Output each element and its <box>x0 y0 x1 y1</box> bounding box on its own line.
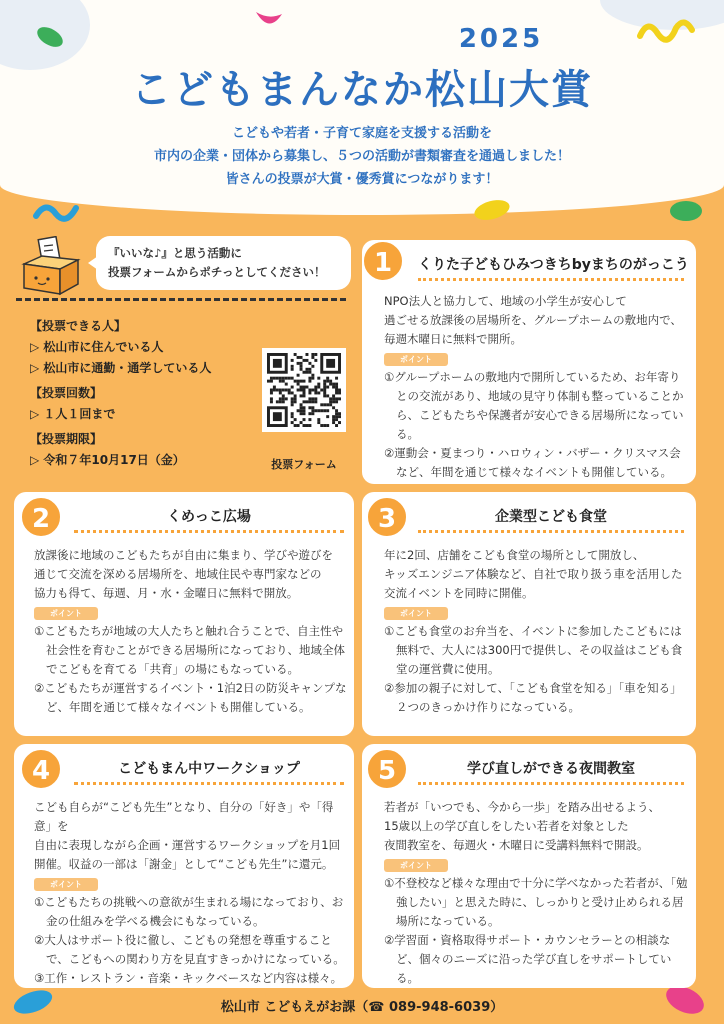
description-line: 自由に表現しながら企画・運営するワークショップを月1回 <box>34 838 341 852</box>
ballot-box-icon <box>20 236 84 296</box>
description-line: 交流イベントを同時に開催。 <box>384 586 534 600</box>
description-line: 過ごせる放課後の居場所を、グループホームの敷地内で、 <box>384 313 682 327</box>
leaf-icon <box>664 196 708 226</box>
point-item: ②運動会・夏まつり・ハロウィン・バザー・クリスマス会など、年間を通じて様々なイベントも開催している。 <box>384 446 681 479</box>
info-heading: 【投票回数】 <box>30 386 103 400</box>
description-line: 夜間教室を、毎週火・木曜日に受講料無料で開設。 <box>384 838 649 852</box>
title-underline <box>74 782 344 785</box>
activity-card-3 <box>362 492 696 736</box>
point-badge: ポイント <box>34 607 98 620</box>
lead-line: 皆さんの投票が大賞・優秀賞につながります！ <box>225 172 499 187</box>
activity-number: 4 <box>20 748 62 790</box>
description-line: キッズエンジニア体験など、自社で取り扱う車を活用した <box>384 567 683 581</box>
activity-description <box>384 798 690 988</box>
info-item: ▷ 松山市に通勤・通学している人 <box>30 361 212 375</box>
point-item: ①グループホームの敷地内で開所しているため、お年寄りとの交流があり、地域の見守り体制も整っていることから、こどもたちや保護者が安心できる居場所になっている。 <box>384 370 684 441</box>
squiggle-icon <box>32 196 88 226</box>
squiggle-icon <box>636 14 696 48</box>
point-badge: ポイント <box>384 353 448 366</box>
point-item: ①こどもたちが地域の大人たちと触れ合うことで、自主性や社会性を育むことができる居場所になっており、地域全体でこどもを育てる「共育」の場にもなっている。 <box>34 624 345 676</box>
lead-line: こどもや若者・子育て家庭を支援する活動を <box>231 126 492 141</box>
info-item: ▷ １人１回まで <box>30 407 116 421</box>
description-line: 開催。収益の一部は「謝金」として“こども先生”に還元。 <box>34 857 334 871</box>
leaf-icon <box>30 22 70 52</box>
point-item: ①こども食堂のお弁当を、イベントに参加したこどもには無料で、大人には300円で提供し、その収益はこども食堂の運営費に使用。 <box>384 624 683 676</box>
activity-title: くりた子どもひみつきちbyまちのがっこう <box>418 257 689 273</box>
activity-title: 企業型こども食堂 <box>495 509 607 525</box>
description-line: 毎週木曜日に無料で開所。 <box>384 332 522 346</box>
activity-card-4 <box>14 744 354 988</box>
point-item: ②こどもたちが運営するイベント・1泊2日の防災キャンプなど、年間を通じて様々なイベントも開催している。 <box>34 681 347 714</box>
activity-number: 2 <box>20 496 62 538</box>
activity-card-2 <box>14 492 354 736</box>
title-underline <box>418 530 684 533</box>
info-heading: 【投票できる人】 <box>30 319 127 333</box>
activity-description <box>34 546 350 717</box>
info-heading: 【投票期限】 <box>30 432 103 446</box>
divider <box>16 298 346 301</box>
activity-title: 学び直しができる夜間教室 <box>467 761 635 777</box>
title-underline <box>74 530 344 533</box>
point-badge: ポイント <box>384 607 448 620</box>
lead-text <box>0 122 724 191</box>
description-line: 15歳以上の学び直しをしたい若者を対象とした <box>384 819 629 833</box>
point-item: ①こどもたちの挑戦への意欲が生まれる場になっており、お金の仕組みを学べる機会にもなっている。 <box>34 895 344 928</box>
title-underline <box>418 782 684 785</box>
qr-label: 投票フォーム <box>271 458 337 471</box>
description-line: 年に2回、店舗をこども食堂の場所として開放し、 <box>384 548 645 562</box>
activity-description <box>34 798 350 988</box>
activity-number: 3 <box>366 496 408 538</box>
activity-card-1 <box>362 240 696 484</box>
description-line: 若者が「いつでも、今から一歩」を踏み出せるよう、 <box>384 800 660 814</box>
lead-line: 市内の企業・団体から募集し、５つの活動が書類審査を通過しました！ <box>153 149 570 164</box>
point-item: ②大人はサポート役に徹し、こどもの発想を尊重することで、こどもへの関わり方を見直すきっかけになっている。 <box>34 933 345 966</box>
footer-contact: 松山市 こどもえがお課（☎ 089-948-6039） <box>220 1000 504 1015</box>
vote-info-section <box>14 232 354 482</box>
leaf-icon <box>252 8 286 34</box>
description-line: 通じて交流を深める居場所を、地域住民や専門家などの <box>34 567 322 581</box>
point-badge: ポイント <box>384 859 448 872</box>
activity-description <box>384 292 690 482</box>
qr-code[interactable] <box>262 348 346 432</box>
title-underline <box>418 278 684 281</box>
info-item: ▷ 松山市に住んでいる人 <box>30 340 164 354</box>
year-label: 2025 <box>458 24 544 54</box>
activity-title: くめっこ広場 <box>167 509 251 525</box>
point-item: ②学習面・資格取得サポート・カウンセラーとの相談など、個々のニーズに沿った学び直しをサポートしている。 <box>384 933 672 985</box>
description-line: 協力も得て、毎週、月・水・金曜日に無料で開放。 <box>34 586 299 600</box>
description-line: NPO法人と協力して、地域の小学生が安心して <box>384 294 627 308</box>
activity-title: こどもまん中ワークショップ <box>118 761 300 777</box>
activity-number: 1 <box>362 240 404 282</box>
activity-number: 5 <box>366 748 408 790</box>
bubble-line: 『いいな♪』と思う活動に <box>108 246 242 260</box>
point-item: ②参加の親子に対して、「こども食堂を知る」「車を知る」２つのきっかけ作りになっている。 <box>384 681 682 714</box>
point-item: ①不登校など様々な理由で十分に学べなかった若者が、「勉強したい」と思えた時に、しっかりと受け止められる居場所になっている。 <box>384 876 688 928</box>
speech-bubble <box>96 236 351 290</box>
description-line: こども自らが“こども先生”となり、自分の「好き」や「得意」を <box>34 800 334 833</box>
page-title: こどもまんなか松山大賞 <box>131 67 593 113</box>
activity-card-5 <box>362 744 696 988</box>
bubble-line: 投票フォームからポチっとしてください！ <box>108 265 326 279</box>
activity-description <box>384 546 690 717</box>
leaf-icon <box>470 196 514 224</box>
point-badge: ポイント <box>34 878 98 891</box>
info-item: ▷ 令和７年10月17日（金） <box>30 453 185 467</box>
qr-code-icon <box>267 353 341 427</box>
description-line: 放課後に地域のこどもたちが自由に集まり、学びや遊びを <box>34 548 333 562</box>
vote-conditions <box>30 316 250 471</box>
point-item: ③工作・レストラン・音楽・キックベースなど内容は様々。 <box>34 971 343 985</box>
